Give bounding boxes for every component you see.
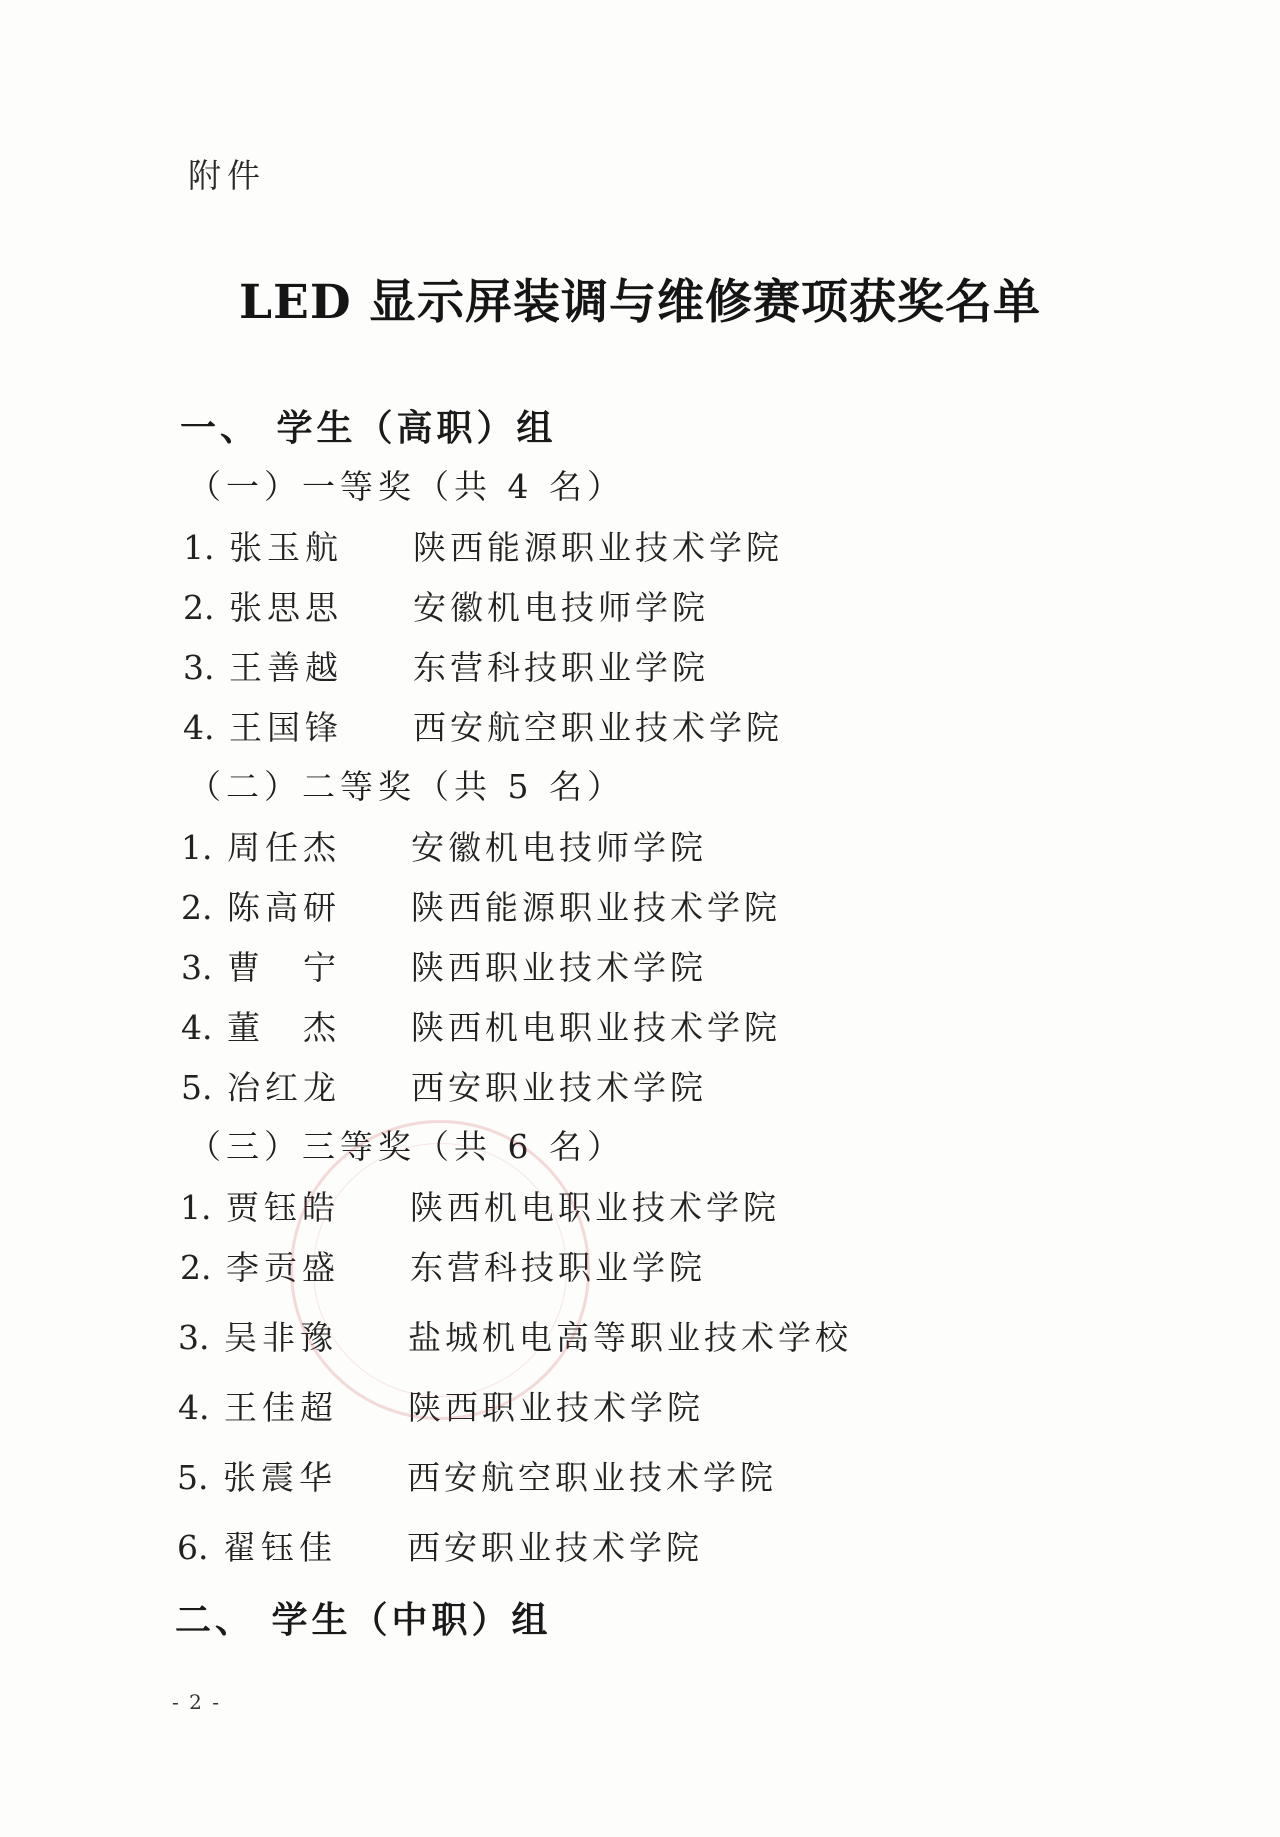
entry-name: 陈高研 bbox=[227, 888, 341, 927]
entry-number: 5. bbox=[177, 1458, 209, 1497]
entry-name: 曹 宁 bbox=[227, 948, 341, 987]
entry-number: 6. bbox=[177, 1528, 209, 1567]
entry-school: 陕西能源职业技术学院 bbox=[411, 888, 781, 927]
entry-name: 张思思 bbox=[229, 588, 343, 627]
entry-name: 贾钰皓 bbox=[226, 1188, 340, 1227]
entry-number: 2. bbox=[180, 1248, 212, 1287]
list-item bbox=[183, 582, 709, 629]
entry-school: 盐城机电高等职业技术学校 bbox=[408, 1318, 852, 1357]
entry-number: 4. bbox=[181, 1008, 213, 1047]
entry-number: 3. bbox=[181, 948, 213, 987]
entry-name: 李贡盛 bbox=[226, 1248, 340, 1287]
entry-school: 安徽机电技师学院 bbox=[411, 828, 707, 867]
entry-school: 西安职业技术学院 bbox=[411, 1068, 707, 1107]
entry-name: 王国锋 bbox=[229, 708, 343, 747]
entry-name: 冶红龙 bbox=[227, 1068, 341, 1107]
section-heading-secondary-vocational: 二、 学生（中职）组 bbox=[175, 1599, 552, 1641]
list-item bbox=[183, 642, 709, 689]
page-number: - 2 - bbox=[172, 1690, 221, 1714]
list-item bbox=[181, 1002, 781, 1049]
list-item bbox=[181, 942, 707, 989]
entry-school: 陕西职业技术学院 bbox=[411, 948, 707, 987]
entry-number: 3. bbox=[183, 648, 215, 687]
entry-school: 陕西机电职业技术学院 bbox=[411, 1008, 781, 1047]
entry-school: 西安航空职业技术学院 bbox=[407, 1458, 777, 1497]
list-item bbox=[183, 522, 783, 569]
entry-school: 西安职业技术学院 bbox=[407, 1528, 703, 1567]
entry-name: 吴非豫 bbox=[224, 1318, 338, 1357]
entry-school: 陕西机电职业技术学院 bbox=[410, 1188, 780, 1227]
entry-name: 周任杰 bbox=[227, 828, 341, 867]
entry-number: 2. bbox=[181, 888, 213, 927]
entry-number: 1. bbox=[180, 1188, 212, 1227]
list-item bbox=[181, 1062, 707, 1109]
entry-school: 安徽机电技师学院 bbox=[413, 588, 709, 627]
entry-number: 1. bbox=[183, 528, 215, 567]
attachment-label: 附件 bbox=[188, 156, 266, 195]
entry-name: 张玉航 bbox=[229, 528, 343, 567]
list-item bbox=[183, 702, 783, 749]
entry-name: 董 杰 bbox=[227, 1008, 341, 1047]
entry-name: 王善越 bbox=[229, 648, 343, 687]
entry-school: 东营科技职业学院 bbox=[410, 1248, 706, 1287]
official-seal bbox=[290, 1120, 590, 1420]
list-item bbox=[181, 822, 707, 869]
page-title: LED 显示屏装调与维修赛项获奖名单 bbox=[239, 275, 1041, 330]
entry-number: 4. bbox=[178, 1388, 210, 1427]
list-item bbox=[177, 1522, 703, 1569]
award-heading-second-prize: （二）二等奖（共 5 名） bbox=[188, 767, 625, 806]
official-seal-inner-ring bbox=[313, 1143, 567, 1397]
entry-name: 张震华 bbox=[223, 1458, 337, 1497]
award-heading-first-prize: （一）一等奖（共 4 名） bbox=[188, 467, 625, 506]
list-item bbox=[177, 1452, 777, 1499]
entry-number: 3. bbox=[178, 1318, 210, 1357]
entry-number: 2. bbox=[183, 588, 215, 627]
entry-name: 翟钰佳 bbox=[223, 1528, 337, 1567]
section-heading-vocational-college: 一、 学生（高职）组 bbox=[180, 407, 557, 449]
entry-school: 西安航空职业技术学院 bbox=[413, 708, 783, 747]
entry-name: 王佳超 bbox=[224, 1388, 338, 1427]
entry-number: 1. bbox=[181, 828, 213, 867]
entry-school: 东营科技职业学院 bbox=[413, 648, 709, 687]
list-item bbox=[181, 882, 781, 929]
entry-number: 4. bbox=[183, 708, 215, 747]
entry-school: 陕西能源职业技术学院 bbox=[413, 528, 783, 567]
entry-school: 陕西职业技术学院 bbox=[408, 1388, 704, 1427]
award-heading-third-prize: （三）三等奖（共 6 名） bbox=[188, 1127, 625, 1166]
entry-number: 5. bbox=[181, 1068, 213, 1107]
